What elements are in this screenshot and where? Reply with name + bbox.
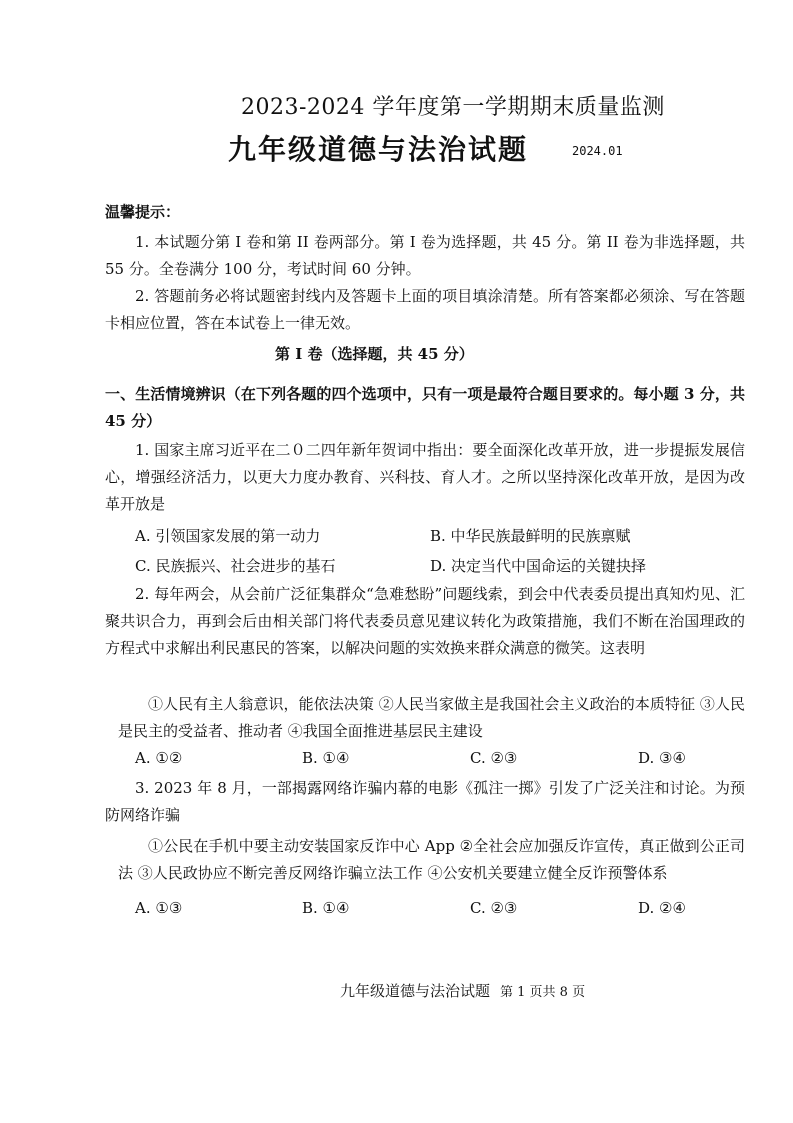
q2-option-c: C. ②③ bbox=[470, 749, 518, 767]
footer-page-number: 第 1 页共 8 页 bbox=[500, 985, 586, 1000]
section-1-heading: 一、生活情境辨识（在下列各题的四个选项中，只有一项是最符合题目要求的。每小题 3 分，共 45 分） bbox=[105, 385, 745, 430]
q3-option-b: B. ①④ bbox=[302, 899, 350, 917]
q1-option-d: D. 决定当代中国命运的关键抉择 bbox=[430, 557, 647, 575]
q1-option-c: C. 民族振兴、社会进步的基石 bbox=[135, 557, 336, 575]
q3-option-d: D. ②④ bbox=[638, 899, 686, 917]
exam-date: 2024.01 bbox=[572, 144, 623, 158]
q2-option-a: A. ①② bbox=[135, 749, 183, 767]
q3-statements: ①公民在手机中要主动安装国家反诈中心 App ②全社会应加强反诈宣传，真正做到公正司法 ③人民政协应不断完善反网络诈骗立法工作 ④公安机关要建立健全反诈预警体系 bbox=[118, 837, 745, 882]
tips-paragraph-1: 1. 本试题分第 I 卷和第 II 卷两部分。第 I 卷为选择题，共 45 分。第 II 卷为非选择题，共 55 分。全卷满分 100 分，考试时间 60 分钟。 bbox=[105, 233, 745, 278]
page-footer bbox=[340, 980, 585, 1001]
tips-title: 温馨提示： bbox=[105, 203, 181, 221]
tips-paragraph-2: 2. 答题前务必将试题密封线内及答题卡上面的项目填涂清楚。所有答案都必须涂、写在答题卡相应位置，答在本试卷上一律无效。 bbox=[105, 287, 745, 332]
q2-option-b: B. ①④ bbox=[302, 749, 350, 767]
q2-statements: ①人民有主人翁意识，能依法决策 ②人民当家做主是我国社会主义政治的本质特征 ③人民是民主的受益者、推动者 ④我国全面推进基层民主建设 bbox=[118, 695, 745, 740]
question-1-stem: 1. 国家主席习近平在二０二四年新年贺词中指出：要全面深化改革开放，进一步提振发展信心，增强经济活力，以更大力度办教育、兴科技、育人才。之所以坚持深化改革开放，是因为改革开放是 bbox=[105, 441, 745, 513]
question-2-stem: 2. 每年两会，从会前广泛征集群众“急难愁盼”问题线索，到会中代表委员提出真知灼见、汇聚共识合力，再到会后由相关部门将代表委员意见建议转化为政策措施，我们不断在治国理政的方程式中求解出利民惠民的答案，以解决问题的实效换来群众满意的微笑。这表明 bbox=[105, 585, 745, 657]
q2-option-d: D. ③④ bbox=[638, 749, 686, 767]
question-3-stem: 3. 2023 年 8 月，一部揭露网络诈骗内幕的电影《孤注一掷》引发了广泛关注和讨论。为预防网络诈骗 bbox=[105, 779, 745, 824]
footer-title: 九年级道德与法治试题 bbox=[340, 982, 491, 1000]
q3-option-a: A. ①③ bbox=[135, 899, 183, 917]
q1-option-a: A. 引领国家发展的第一动力 bbox=[135, 527, 321, 545]
exam-title-line1: 2023-2024 学年度第一学期期末质量监测 bbox=[241, 95, 665, 120]
q1-option-b: B. 中华民族最鲜明的民族禀赋 bbox=[430, 527, 631, 545]
volume-1-title: 第 I 卷（选择题，共 45 分） bbox=[275, 345, 474, 363]
q3-option-c: C. ②③ bbox=[470, 899, 518, 917]
exam-title-line2: 九年级道德与法治试题 bbox=[228, 133, 529, 166]
